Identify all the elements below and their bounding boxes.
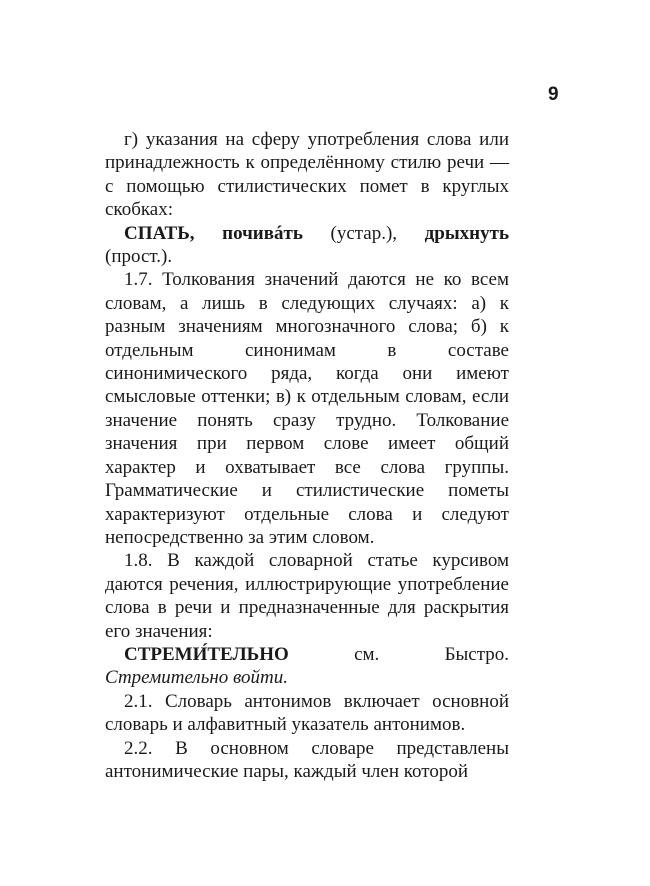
paragraph-2-1: 2.1. Словарь антонимов включает основной словарь и алфавитный указатель антонимов. [105,690,509,736]
paragraph-1-8: 1.8. В каждой словарной статье курсивом даются речения, иллюстрирующие употребление слова в речи и предназначенные для раскрытия его значения: [105,550,509,642]
paragraph-usage-notes: г) указания на сферу употребления слова или принадлежность к определённому стилю речи — с помощью стилистических помет в круглых скобках: [105,129,509,221]
headword-spat: СПАТЬ, [124,222,195,244]
usage-example: Стремительно войти. [105,667,289,689]
headword-stremitelno: СТРЕМИ́ТЕЛЬНО [124,643,289,665]
style-note-ustar: (устар.), [330,222,398,244]
paragraph-example-spat [105,222,509,269]
style-note-prost: (прост.). [105,246,173,268]
paragraph-example-stremitelno [105,643,509,690]
page-body [105,128,509,783]
paragraph-2-2: 2.2. В основном словаре представлены антонимические пары, каждый член которой [105,737,509,782]
headword-pochivat: почивáть [222,222,303,244]
paragraph-1-7: 1.7. Толкования значений даются не ко всем словам, а лишь в следующих случаях: а) к разным значениям многозначного слова; б) к отдельным синонимам в составе синонимического ряда, когда они имеют смысловые оттенки; в) к отдельным словам, если значение понять сразу трудно. Толкование значения при первом слове имеет общий характер и охватывает все слова группы. Грамматические и стилистические пометы характеризуют отдельные слова и следуют непосредственно за этим словом. [105,269,509,548]
headword-dryhnut: дрыхнуть [424,222,509,244]
cross-reference: см. Быстро. [354,643,509,665]
page-number: 9 [548,84,559,105]
